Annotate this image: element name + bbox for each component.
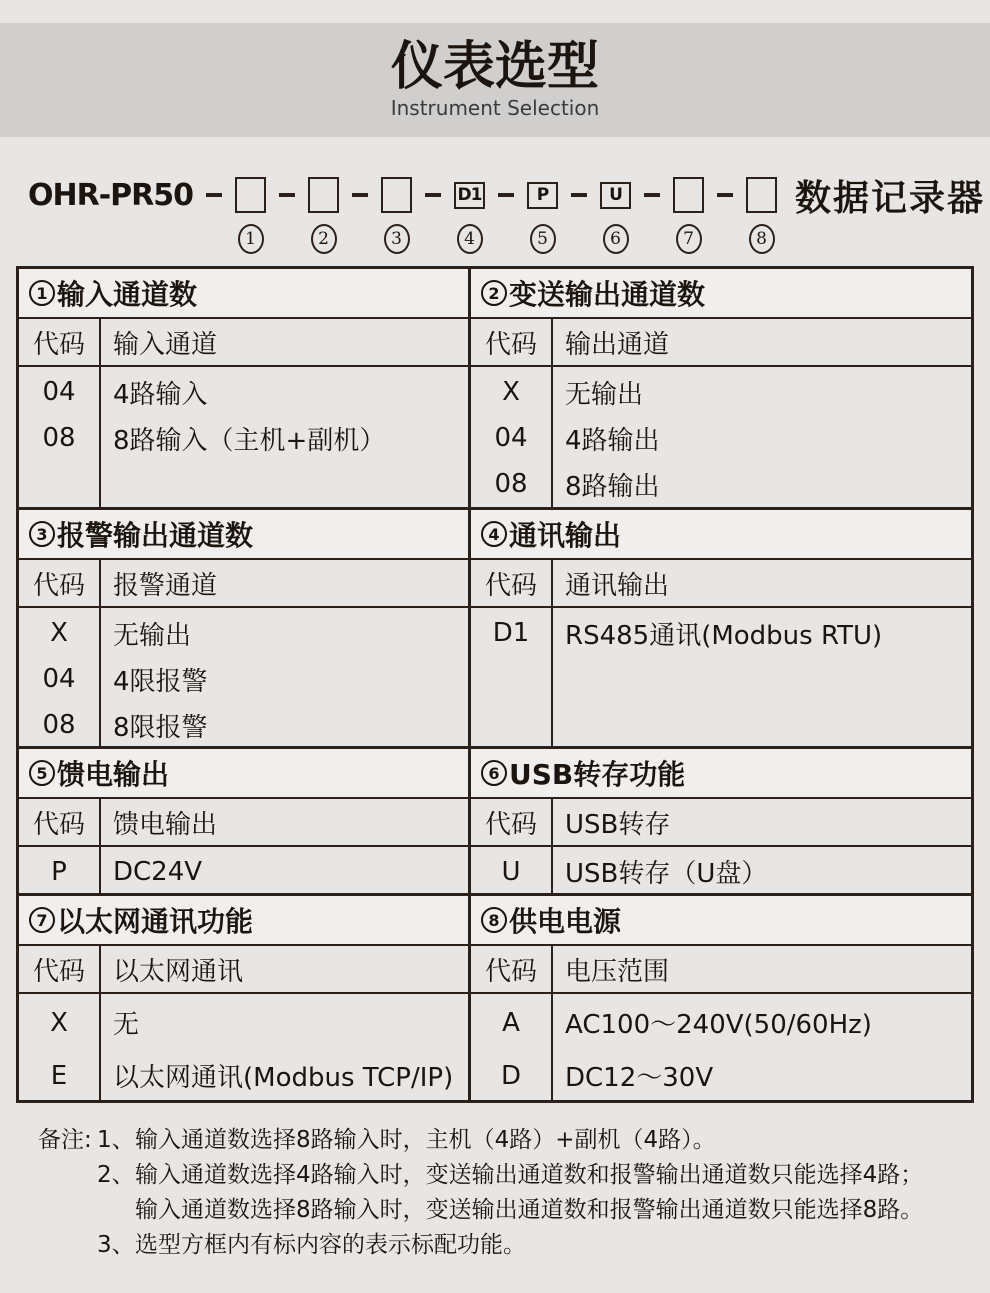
column-divider [551,799,553,845]
code-cell: D [500,1060,522,1091]
desc-cell: 8路输入（主机+副机） [113,425,386,456]
column-header-row [471,560,971,608]
model-prefix: OHR-PR50 [28,177,193,213]
dash-icon [352,193,368,197]
circled-number-2: 2 [311,224,337,254]
section-header [19,269,468,319]
desc-cell: 4路输入 [113,379,208,410]
desc-cell: RS485通讯(Modbus RTU) [565,620,883,651]
dash-slot [558,171,600,219]
model-position-5 [527,171,558,254]
column-divider [99,847,101,893]
section-header [471,510,971,560]
desc-cell: 无输出 [565,379,644,410]
circled-number-4: 4 [457,224,483,254]
section-number-icon: 8 [481,907,507,933]
desc-cell: 4限报警 [113,666,208,697]
column-header-row [19,319,468,367]
section-1 [19,269,471,507]
model-prefix-slot [28,171,193,219]
column-header-row [19,799,468,847]
section-header [471,749,971,799]
note-text: 输入通道数选择4路输入时，变送输出通道数和报警输出通道数只能选择4路； [135,1162,924,1188]
table-row [471,996,971,1049]
desc-header-cell: 馈电输出 [113,809,218,840]
table-group-2 [19,510,971,749]
section-number-icon: 6 [481,760,507,786]
model-position-6 [600,171,631,254]
circled-number-8: 8 [749,224,775,254]
column-divider [551,367,553,507]
table-group-3 [19,749,971,896]
desc-header-cell: 输入通道 [113,329,218,360]
section-header [19,896,468,946]
section-header [19,510,468,560]
column-divider [99,319,101,365]
desc-cell: DC24V [113,856,203,887]
section-3 [19,510,471,746]
column-header-row [19,560,468,608]
column-header-row [471,799,971,847]
section-header [19,749,468,799]
section-6 [471,749,971,893]
table-row [19,415,468,461]
section-7 [19,896,471,1100]
code-header-cell: 代码 [32,809,85,840]
desc-header-cell: 报警通道 [113,570,218,601]
code-cell: E [50,1060,68,1091]
column-divider [551,319,553,365]
circled-number-6: 6 [603,224,629,254]
section-2 [471,269,971,507]
model-suffix: 数据记录器 [795,177,986,219]
table-row [471,610,971,656]
circled-number-1: 1 [238,224,264,254]
section-title: 供电电源 [509,905,622,938]
circled-number-5: 5 [530,224,556,254]
code-header-cell: 代码 [32,329,85,360]
section-header [471,269,971,319]
code-header-cell: 代码 [32,956,85,987]
code-cell: 08 [42,710,76,740]
table-row [471,369,971,415]
code-header-cell: 代码 [484,809,537,840]
note-line [135,1193,970,1228]
notes-label: 备注: [38,1127,92,1153]
section-number-icon: 2 [481,280,507,306]
table-row [19,656,468,702]
dash-icon [644,193,660,197]
code-header-cell: 代码 [484,329,537,360]
column-divider [551,847,553,893]
code-cell: 08 [42,423,76,453]
page-title: 仪表选型 [390,37,599,98]
code-cell: D1 [492,618,530,648]
table-row [471,415,971,461]
code-cell: 04 [42,377,76,407]
code-header-cell: 代码 [32,570,85,601]
desc-cell: 4路输出 [565,425,660,456]
table-row [19,849,468,894]
section-body [471,608,971,746]
section-5 [19,749,471,893]
code-cell: P [51,856,67,887]
note-line [38,1123,970,1158]
page-subtitle: Instrument Selection [390,95,600,120]
desc-cell: DC12～30V [565,1063,714,1093]
section-number-icon: 1 [29,280,55,306]
desc-header-cell: 输出通道 [565,329,670,360]
section-title: 以太网通讯功能 [57,905,254,938]
dash-icon [425,193,441,197]
section-body [19,608,468,746]
desc-header-cell: USB转存 [565,809,671,840]
column-header-row [471,946,971,994]
dash-slot [339,171,381,219]
section-8 [471,896,971,1100]
model-box-2 [308,177,339,213]
section-number-icon: 5 [29,760,55,786]
dash-icon [498,193,514,197]
column-divider [551,560,553,606]
column-header-row [471,319,971,367]
note-line [38,1158,970,1193]
table-row [19,702,468,748]
code-cell: 08 [494,469,528,499]
table-row [471,461,971,507]
code-cell: 04 [494,423,528,453]
dash-slot [193,171,235,219]
section-title: USB转存功能 [509,758,686,791]
note-text: 输入通道数选择8路输入时，变送输出通道数和报警输出通道数只能选择8路。 [135,1197,924,1223]
note-line [38,1228,970,1263]
section-title: 输入通道数 [57,278,198,311]
section-header [471,896,971,946]
code-cell: X [50,1007,68,1038]
model-suffix-slot [777,171,985,219]
model-box-5: P [527,182,558,209]
column-divider [551,946,553,992]
circled-number-7: 7 [676,224,702,254]
desc-cell: 无 [113,1010,140,1040]
dash-slot [485,171,527,219]
desc-header-cell: 以太网通讯 [113,956,244,987]
note-number: 3、 [97,1232,135,1258]
notes [38,1123,970,1263]
note-text: 输入通道数选择8路输入时，主机（4路）+副机（4路）。 [135,1127,716,1153]
code-header-cell: 代码 [484,956,537,987]
column-divider [551,608,553,746]
section-body [19,994,468,1100]
section-title: 变送输出通道数 [509,278,706,311]
section-body [471,367,971,507]
desc-cell: USB转存（U盘） [565,859,768,889]
model-position-3 [381,171,412,254]
column-divider [99,994,101,1100]
table-row [19,610,468,656]
column-divider [99,799,101,845]
section-title: 馈电输出 [57,758,170,791]
model-code-line [28,171,990,254]
code-cell: U [501,856,521,887]
column-divider [99,608,101,746]
section-title: 报警输出通道数 [57,519,254,552]
desc-cell: 无输出 [113,620,192,651]
code-header-cell: 代码 [484,570,537,601]
model-position-4 [454,171,485,254]
circled-number-3: 3 [384,224,410,254]
model-box-1 [235,177,266,213]
code-cell: A [502,1007,520,1038]
dash-slot [704,171,746,219]
section-number-icon: 7 [29,907,55,933]
section-body [471,994,971,1100]
note-number: 2、 [97,1162,135,1188]
note-number: 1、 [97,1127,135,1153]
section-body [19,367,468,507]
table-row [19,369,468,415]
code-cell: X [502,377,520,407]
desc-cell: 8限报警 [113,712,208,743]
model-position-1 [235,171,266,254]
table-group-4 [19,896,971,1100]
section-body [19,847,468,893]
desc-cell: 以太网通讯(Modbus TCP/IP) [113,1063,454,1093]
selection-table [16,266,974,1103]
section-body [471,847,971,893]
dash-slot [266,171,308,219]
section-title: 通讯输出 [509,519,622,552]
table-row [19,996,468,1049]
model-box-4: D1 [454,182,485,209]
note-text: 选型方框内有标内容的表示标配功能。 [135,1232,526,1258]
dash-slot [412,171,454,219]
table-row [471,849,971,894]
desc-header-cell: 电压范围 [565,956,670,987]
model-position-8 [746,171,777,254]
column-divider [99,946,101,992]
dash-icon [571,193,587,197]
title-banner [0,23,990,137]
column-header-row [19,946,468,994]
desc-cell: 8路输出 [565,471,660,502]
model-box-8 [746,177,777,213]
section-4 [471,510,971,746]
model-position-2 [308,171,339,254]
dash-icon [206,193,222,197]
column-divider [551,994,553,1100]
desc-cell: AC100～240V(50/60Hz) [565,1010,872,1040]
column-divider [99,560,101,606]
code-cell: 04 [42,664,76,694]
code-cell: X [50,618,68,648]
section-number-icon: 3 [29,521,55,547]
model-box-7 [673,177,704,213]
column-divider [99,367,101,507]
table-row [471,1049,971,1102]
table-group-1 [19,269,971,510]
table-row [19,1049,468,1102]
model-position-7 [673,171,704,254]
desc-header-cell: 通讯输出 [565,570,670,601]
dash-icon [279,193,295,197]
model-box-6: U [600,182,631,209]
dash-slot [631,171,673,219]
model-box-3 [381,177,412,213]
section-number-icon: 4 [481,521,507,547]
dash-icon [717,193,733,197]
